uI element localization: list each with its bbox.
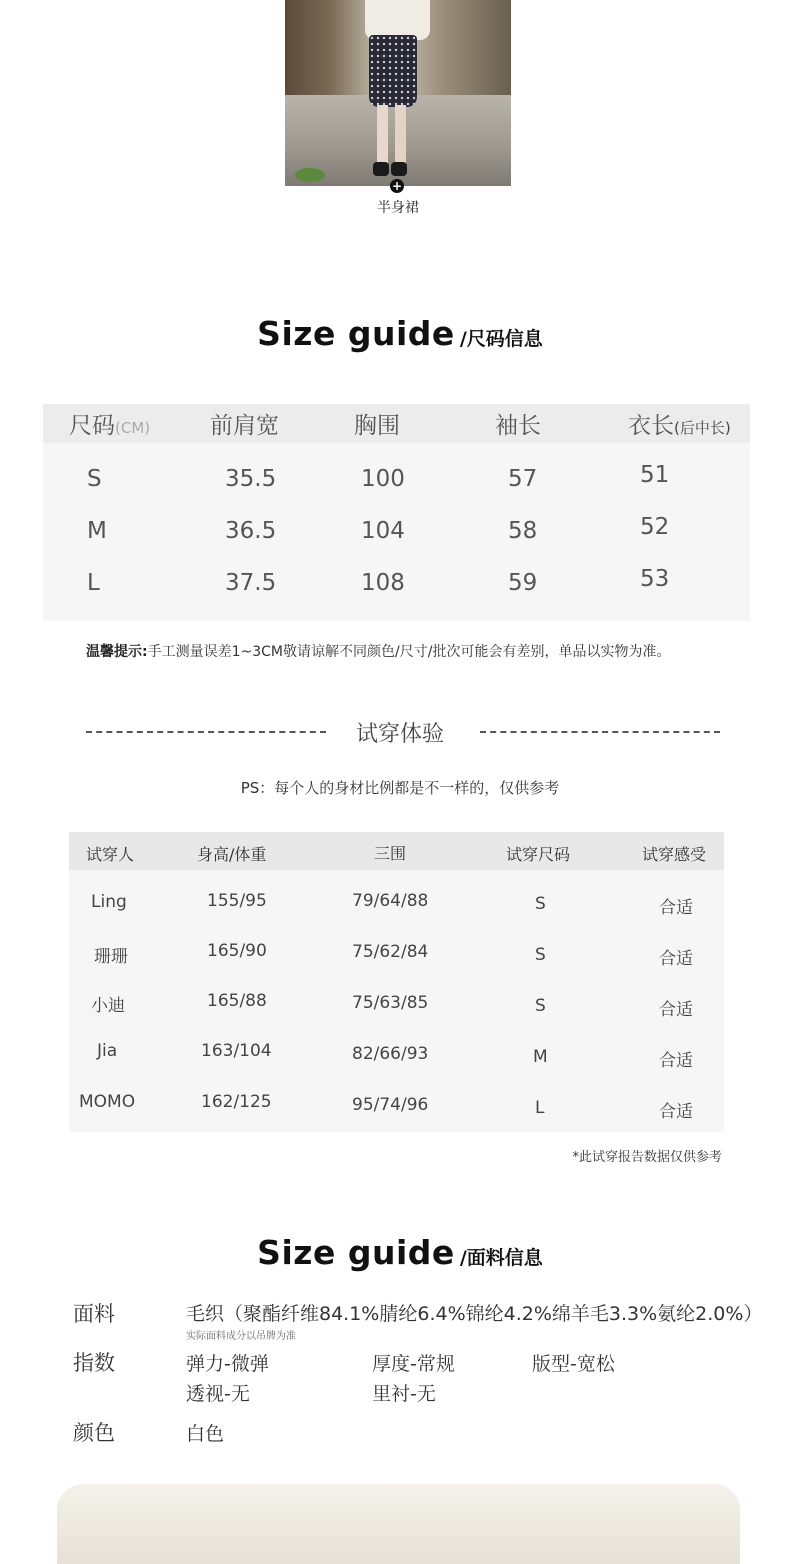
header-sleeve: 袖长 <box>495 413 541 439</box>
chest-cell: 100 <box>361 466 405 492</box>
height-weight: 165/90 <box>207 941 267 961</box>
bottom-product-photo <box>57 1484 740 1564</box>
tip-label: 温馨提示: <box>86 644 148 660</box>
material-note: 实际面料成分以吊牌为准 <box>186 1331 296 1342</box>
measurements: 79/64/88 <box>352 891 429 911</box>
color-label: 颜色 <box>73 1421 115 1445</box>
measurements: 95/74/96 <box>352 1095 429 1115</box>
try-on-title: 试穿体验 <box>355 722 444 747</box>
index-label: 指数 <box>73 1351 115 1375</box>
size-cell: M <box>87 518 107 544</box>
header-size: 尺码(CM) <box>69 413 151 439</box>
divider-right <box>480 731 720 733</box>
tester-name: Ling <box>91 892 127 912</box>
size-table <box>43 404 750 621</box>
color-value: 白色 <box>186 1423 225 1445</box>
tried-size: S <box>535 894 546 914</box>
fabric-guide-heading <box>0 1233 800 1272</box>
try-on-footnote: *此试穿报告数据仅供参考 <box>572 1150 722 1165</box>
height-weight: 162/125 <box>201 1092 272 1112</box>
header-length: 衣长(后中长) <box>628 413 731 439</box>
height-weight: 165/88 <box>207 991 267 1011</box>
length-cell: 51 <box>640 462 670 488</box>
tester-name: 小迪 <box>91 996 125 1016</box>
fit-feeling: 合适 <box>659 1051 693 1071</box>
product-photo <box>285 0 511 186</box>
index-lining: 里衬-无 <box>372 1383 436 1405</box>
index-transparency: 透视-无 <box>186 1383 250 1405</box>
header-chest: 胸围 <box>354 413 400 439</box>
tester-name: MOMO <box>79 1092 136 1112</box>
tried-size: S <box>535 945 546 965</box>
fabric-guide-title: Size guide <box>257 1233 455 1272</box>
measurements: 82/66/93 <box>352 1044 429 1064</box>
index-fit: 版型-宽松 <box>532 1353 615 1375</box>
length-cell: 52 <box>640 514 670 540</box>
tried-size: M <box>533 1047 548 1067</box>
material-label: 面料 <box>73 1302 115 1326</box>
tried-size: L <box>535 1098 545 1118</box>
fit-feeling: 合适 <box>659 949 693 969</box>
fit-feeling: 合适 <box>659 1000 693 1020</box>
height-weight: 155/95 <box>207 891 267 911</box>
shoulder-cell: 37.5 <box>225 570 277 596</box>
shoulder-cell: 36.5 <box>225 518 277 544</box>
fabric-guide-subtitle: /面料信息 <box>459 1247 543 1269</box>
size-guide-heading <box>0 314 800 353</box>
tip-text: 手工测量误差1~3CM敬请谅解不同颜色/尺寸/批次可能会有差别，单品以实物为准。 <box>147 644 671 660</box>
tried-size: S <box>535 996 546 1016</box>
index-thickness: 厚度-常规 <box>372 1353 455 1375</box>
size-guide-title: Size guide <box>257 314 455 353</box>
photo-caption: 半身裙 <box>377 200 419 216</box>
size-cell: L <box>87 570 100 596</box>
tester-name: 珊珊 <box>94 947 128 967</box>
material-value: 毛织（聚酯纤维84.1%腈纶6.4%锦纶4.2%绵羊毛3.3%氨纶2.0%） <box>186 1303 763 1325</box>
header-fit-feeling: 试穿感受 <box>642 845 707 864</box>
sleeve-cell: 58 <box>508 518 538 544</box>
header-tester: 试穿人 <box>86 845 135 864</box>
chest-cell: 108 <box>361 570 405 596</box>
header-measurements: 三围 <box>374 844 407 863</box>
sleeve-cell: 57 <box>508 466 538 492</box>
try-on-ps: PS：每个人的身材比例都是不一样的，仅供参考 <box>240 779 560 797</box>
shoulder-cell: 35.5 <box>225 466 277 492</box>
size-cell: S <box>87 466 102 492</box>
tester-name: Jia <box>97 1041 118 1061</box>
header-height-weight: 身高/体重 <box>197 845 267 864</box>
fit-feeling: 合适 <box>659 898 693 918</box>
header-shoulder: 前肩宽 <box>210 413 279 439</box>
size-guide-subtitle: /尺码信息 <box>459 328 543 350</box>
try-on-table <box>69 832 724 1132</box>
plus-icon[interactable]: + <box>391 179 403 193</box>
fit-feeling: 合适 <box>659 1102 693 1122</box>
header-tried-size: 试穿尺码 <box>506 845 571 864</box>
measurements: 75/63/85 <box>352 993 429 1013</box>
length-cell: 53 <box>640 566 670 592</box>
measurement-tip <box>86 641 670 661</box>
index-elasticity: 弹力-微弹 <box>186 1353 269 1375</box>
sleeve-cell: 59 <box>508 570 538 596</box>
measurements: 75/62/84 <box>352 942 429 962</box>
height-weight: 163/104 <box>201 1041 272 1061</box>
chest-cell: 104 <box>361 518 405 544</box>
